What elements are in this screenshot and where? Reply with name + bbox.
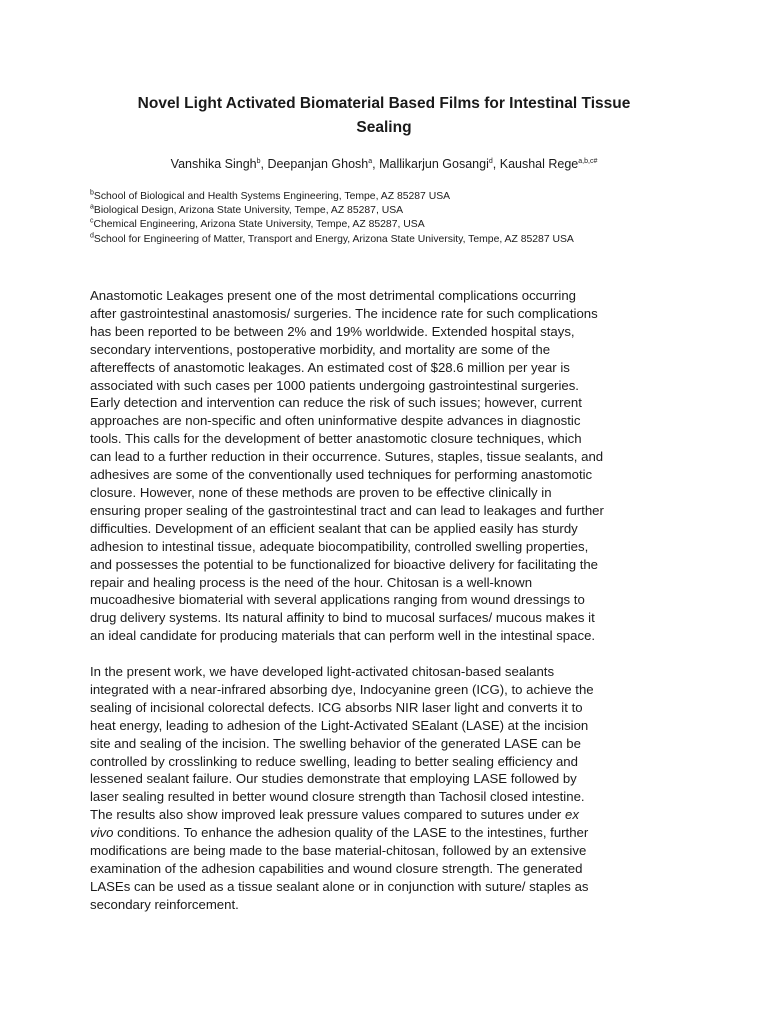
- author-superscript: a: [368, 157, 373, 165]
- affiliation-item: $^d$School for Engineering of Matter, Transport and Energy, Arizona State University, Tempe, AZ 85287 USA: [90, 232, 574, 245]
- author-superscript: b: [256, 157, 261, 165]
- affiliation-superscript: c: [90, 217, 94, 225]
- text-line: after gastrointestinal anastomosis/ surgeries. The incidence rate for such complications: [90, 305, 598, 321]
- paragraph-gap: [90, 645, 684, 663]
- italic-vivo: vivo: [90, 825, 114, 841]
- text-line: has been reported to be between 2% and 19% worldwide. Extended hospital stays,: [90, 323, 575, 339]
- author-superscript: a,b,c#: [578, 157, 598, 165]
- text-line: closure. However, none of these methods are proven to be effective clinically in: [90, 484, 552, 500]
- italic-ex: ex: [564, 807, 579, 823]
- affiliation-item: $^a$Biological Design, Arizona State University, Tempe, AZ 85287, USA: [90, 203, 404, 217]
- text-line: ensuring proper sealing of the gastrointestinal tract and can lead to leakages and further: [90, 502, 604, 518]
- text-line: Anastomotic Leakages present one of the most detrimental complications occurring: [90, 288, 576, 303]
- text-line: aftereffects of anastomotic leakages. An estimated cost of $28.6 million per year is: [90, 359, 570, 375]
- affiliation-item: $^c$Chemical Engineering, Arizona State University, Tempe, AZ 85287, USA: [90, 217, 425, 231]
- affiliation-item: $^b$School of Biological and Health Systems Engineering, Tempe, AZ 85287 USA: [90, 189, 451, 202]
- author-superscript: d: [488, 157, 493, 165]
- text-line: drug delivery systems. Its natural affinity to bind to mucosal surfaces/ mucous makes it: [90, 610, 595, 626]
- text-line: vivo conditions. To enhance the adhesion quality of the LASE to the intestines, further: [90, 825, 589, 841]
- text-line: laser sealing resulted in better wound closure strength than Tachosil closed intestine.: [90, 789, 585, 805]
- paper-title: [60, 92, 708, 140]
- text-line: secondary interventions, postoperative morbidity, and mortality are some of the: [90, 341, 551, 357]
- text-line: associated with such cases per 1000 patients undergoing gastrointestinal surgeries.: [90, 377, 579, 393]
- text-line: integrated with a near-infrared absorbing dye, Indocyanine green (ICG), to achieve the: [90, 681, 594, 697]
- affiliation-superscript: a: [90, 203, 94, 211]
- text-line: lessened sealant failure. Our studies demonstrate that employing LASE followed by: [90, 771, 577, 787]
- author: Vanshika Singh$^b$,: [170, 157, 268, 171]
- text-line: LASEs can be used as a tissue sealant alone or in conjunction with suture/ staples as: [90, 878, 589, 894]
- text-line: examination of the adhesion capabilities and wound closure strength. The generated: [90, 860, 583, 876]
- affiliation-superscript: d: [90, 232, 94, 240]
- text-line: secondary reinforcement.: [90, 896, 239, 912]
- text-line: tools. This calls for the development of better anastomotic closure techniques, which: [90, 431, 582, 447]
- author: Kaushal Rege$^{a,b,c\#}$: [499, 157, 598, 171]
- text-line: heat energy, leading to adhesion of the Light-Activated SEalant (LASE) at the incision: [90, 717, 589, 733]
- text-line: controlled by crosslinking to reduce swelling, leading to better sealing efficiency and: [90, 753, 578, 769]
- title-line-2: Sealing: [356, 119, 412, 136]
- text-line: adhesion to intestinal tissue, adequate biocompatibility, controlled swelling properties,: [90, 538, 589, 554]
- text-line: sealing of incisional colorectal defects. ICG absorbs NIR laser light and converts it to: [90, 699, 583, 715]
- text-line: repair and healing process is the need of the hour. Chitosan is a well-known: [90, 574, 533, 590]
- text-line: and possesses the potential to be functionalized for bioactive delivery for facilitating the: [90, 556, 599, 572]
- affiliation-superscript: b: [90, 189, 94, 197]
- title-line-1: Novel Light Activated Biomaterial Based Films for Intestinal Tissue: [137, 95, 631, 112]
- text-line: adhesives are some of the conventionally used techniques for performing anastomotic: [90, 467, 593, 483]
- abstract-paragraph-1: [90, 287, 684, 645]
- author: Deepanjan Ghosh$^a$,: [267, 157, 380, 171]
- text-line: approaches are non-specific and often uninformative despite advances in diagnostic: [90, 413, 581, 429]
- author-list: [40, 156, 728, 172]
- affiliation-list: [90, 190, 730, 247]
- text-line: In the present work, we have developed light-activated chitosan-based sealants: [90, 664, 555, 680]
- text-line: an ideal candidate for producing materials that can perform well in the intestinal space.: [90, 628, 596, 644]
- text-line: mucoadhesive biomaterial with several applications ranging from wound dressings to: [90, 592, 585, 608]
- abstract-paragraph-2: [90, 663, 684, 914]
- text-line: site and sealing of the incision. The swelling behavior of the generated LASE can be: [90, 735, 581, 751]
- author: Mallikarjun Gosangi$^d$,: [379, 157, 500, 171]
- abstract-body: [90, 287, 684, 914]
- text-line: difficulties. Development of an efficient sealant that can be applied easily has sturdy: [90, 520, 578, 536]
- text-line: The results also show improved leak pressure values compared to sutures under ex: [90, 807, 579, 823]
- text-line: modifications are being made to the base material-chitosan, followed by an extensive: [90, 843, 587, 859]
- text-line: can lead to a further reduction in their occurrence. Sutures, staples, tissue sealants, and: [90, 449, 604, 465]
- text-line: Early detection and intervention can reduce the risk of such issues; however, current: [90, 395, 582, 411]
